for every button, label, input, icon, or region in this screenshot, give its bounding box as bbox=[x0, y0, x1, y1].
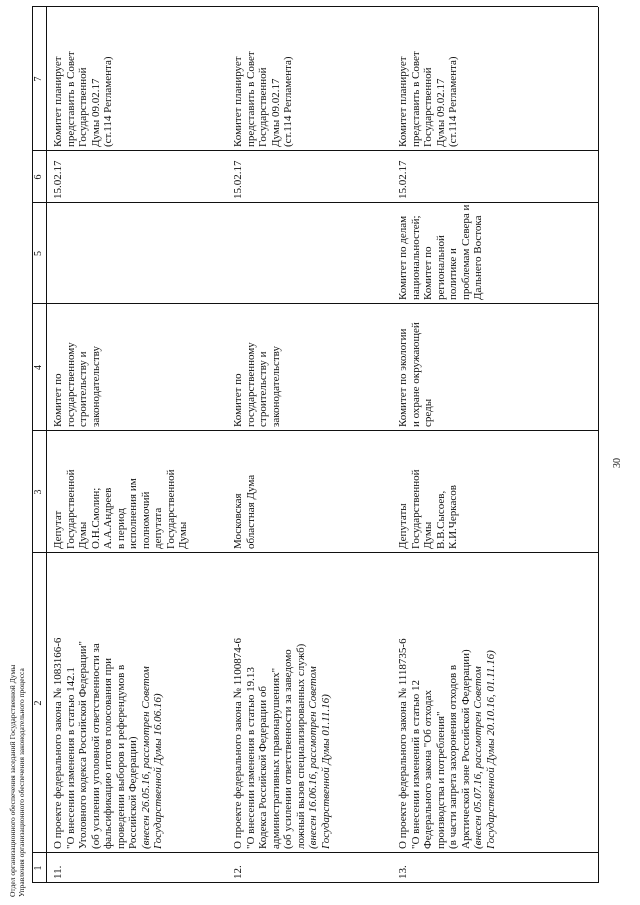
status-note: Комитет планирует представить в Совет Государственной Думы 09.02.17 (ст.114 Регламента) bbox=[52, 51, 114, 147]
bill-author: Депутаты Государственной Думы В.В.Сысоев, К.И.Черкасов bbox=[397, 469, 459, 549]
row-number: 13. bbox=[397, 865, 409, 879]
bill-description: О проекте федерального закона № 1118735-6 "О внесении изменений в статью 12 Федерального закона "Об отходах производства и потребления" (в части запрета захоронения отходов в Арктической зоне Российской Федерации) (внесен 05.07.16, рассмотрен Советом Государственной Думы 20.10.16, 01.11.16) bbox=[397, 638, 497, 849]
bill-author: Депутат Государственной Думы О.Н.Смолин; А.А.Андреев в период исполнения им полномочий депутата Государственной Думы bbox=[52, 469, 189, 549]
footer-line: Управления организационного обеспечения законодательного процесса bbox=[17, 668, 26, 897]
responsible-committee: Комитет по государственному строительству и законодательству bbox=[52, 342, 102, 427]
column-header-6: 6 bbox=[33, 174, 44, 180]
bill-description: О проекте федерального закона № 1100874-6 "О внесении изменения в статью 19.13 Кодекса Российской Федерации об административных правонарушениях" (об усилении ответственности за заведомо ложный вызов специализированных служб) (внесен 16.06.16, рассмотрен Советом Государственной Думы 01.11.16) bbox=[232, 638, 332, 849]
row-number: 11. bbox=[52, 865, 64, 879]
date: 15.02.17 bbox=[52, 160, 64, 199]
bills-table bbox=[32, 7, 598, 883]
date: 15.02.17 bbox=[397, 160, 409, 199]
page-number: 30 bbox=[612, 458, 623, 468]
column-header-1: 1 bbox=[33, 865, 44, 871]
status-note: Комитет планирует представить в Совет Государственной Думы 09.02.17 (ст.114 Регламента) bbox=[232, 51, 294, 147]
responsible-committee: Комитет по экологии и охране окружающей среды bbox=[397, 322, 434, 427]
responsible-committee: Комитет по государственному строительству и законодательству bbox=[232, 342, 282, 427]
footer-line: Отдел организационного обеспечения заседаний Государственной Думы bbox=[8, 664, 17, 897]
status-note: Комитет планирует представить в Совет Государственной Думы 09.02.17 (ст.114 Регламента) bbox=[397, 51, 459, 147]
column-header-2: 2 bbox=[33, 700, 44, 706]
bill-author: Московская областная Дума bbox=[232, 474, 257, 549]
column-header-5: 5 bbox=[33, 251, 44, 256]
column-header-7: 7 bbox=[33, 76, 44, 82]
date: 15.02.17 bbox=[232, 160, 244, 199]
footer bbox=[8, 665, 26, 897]
co-executor-committee: Комитет по делам национальностей; Комитет по региональной политике и проблемам Севера и Дальнего Востока bbox=[397, 204, 484, 300]
column-header-4: 4 bbox=[33, 365, 44, 370]
bill-description: О проекте федерального закона № 1083166-6 "О внесении изменения в статью 142.1 Уголовного кодекса Российской Федерации" (об усилении уголовной ответственности за фальсификацию итогов голосования при проведении выборов и референдумов в Российской Федерации) (внесен 26.05.16, рассмотрен Советом Государственной Думы 16.06.16) bbox=[52, 637, 164, 849]
column-header-3: 3 bbox=[33, 489, 44, 495]
row-number: 12. bbox=[232, 865, 244, 879]
